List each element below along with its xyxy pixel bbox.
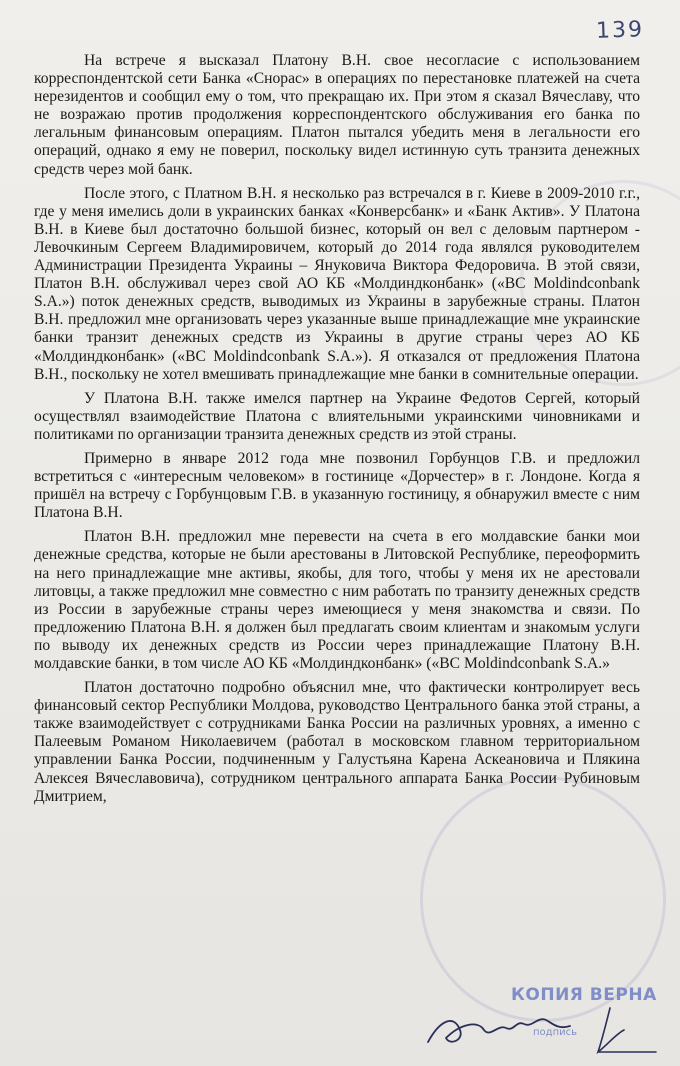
paragraph: Платон В.Н. предложил мне перевести на счета в его молдавские банки мои денежные средства, которые не были арестованы в Литовской Республике, переоформить на него принадлежащие мне активы, якобы, для того, чтобы у меня их не арестовали литовцы, а также предложил мне совместно с ним работать по транзиту денежных средств из России в зарубежные страны через имеющиеся у меня знакомства и связи. По предложению Платона В.Н. я должен был предлагать своим клиентам и знакомым услуги по выводу их денежных средств из России через принадлежащие Платону В.Н. молдавские банки, в том числе АО КБ «Молдиндконбанк» («BC Moldindconbank S.A.» xyxy=(34,528,640,672)
paragraph: Примерно в январе 2012 года мне позвонил Горбунцов Г.В. и предложил встретиться с «интересным человеком» в гостинице «Дорчестер» в г. Лондоне. Когда я пришёл на встречу с Горбунцовым Г.В. в указанную гостиницу, я обнаружил вместе с ним Платона В.Н. xyxy=(34,449,640,522)
handwritten-page-number: 139 xyxy=(595,17,645,44)
paragraph: После этого, с Платном В.Н. я несколько раз встречался в г. Киеве в 2009-2010 г.г., где у меня имелись доли в украинских банках «Конверсбанк» и «Банк Актив». У Платона В.Н. в Киеве был достаточно большой бизнес, который он вел с деловым партнером - Левочкиным Сергеем Владимировичем, который до 2014 года являлся руководителем Администрации Президента Украины – Януковича Виктора Федоровича. В этой связи, Платон В.Н. обслуживал через свой АО КБ «Молдиндконбанк» («BC Moldindconbank S.A.») поток денежных средств, выводимых из Украины в зарубежные страны. Платон В.Н. предложил мне организовать через указанные выше принадлежащие мне украинские банки транзит денежных средств из Украины в другие страны через АО КБ «Молдиндконбанк» («BC Moldindconbank S.A.»). Я отказался от предложения Платона В.Н., поскольку не хотел вмешивать принадлежащие мне банки в сомнительные операции. xyxy=(34,184,640,383)
stamp-caption: подпись xyxy=(533,1027,577,1038)
paragraph: У Платона В.Н. также имелся партнер на Украине Федотов Сергей, который осуществлял взаимодействие Платона с влиятельными украинскими чиновниками и политиками по организации транзита денежных средств из этой страны. xyxy=(34,389,640,443)
paragraph: На встрече я высказал Платону В.Н. свое несогласие с использованием корреспондентской сети Банка «Снорас» в операциях по перестановке платежей на счета нерезидентов и сообщил ему о том, что прекращаю их. При этом я сказал Вячеславу, что не возражаю против продолжения корреспондентского обслуживания его банка по легальным финансовым операциям. Платон пытался убедить меня в легальности его операций, однако я ему не поверил, поскольку видел истинную суть транзита денежных средств через мой банк. xyxy=(34,52,640,178)
document-body xyxy=(34,52,640,812)
copy-verified-stamp: КОПИЯ ВЕРНА xyxy=(511,985,657,1005)
paragraph: Платон достаточно подробно объяснил мне, что фактически контролирует весь финансовый сектор Республики Молдова, руководство Центрального банка этой страны, а также взаимодействует с сотрудниками Банка России на различных уровнях, а именно с Палеевым Романом Николаевичем (работал в московском главном территориальном управлении Банка России, подчиненным у Галустьяна Карена Аскеановича и Плякина Алексея Вячеславовича), сотрудником центрального аппарата Банка России Рубиновым Дмитрием, xyxy=(34,679,640,805)
